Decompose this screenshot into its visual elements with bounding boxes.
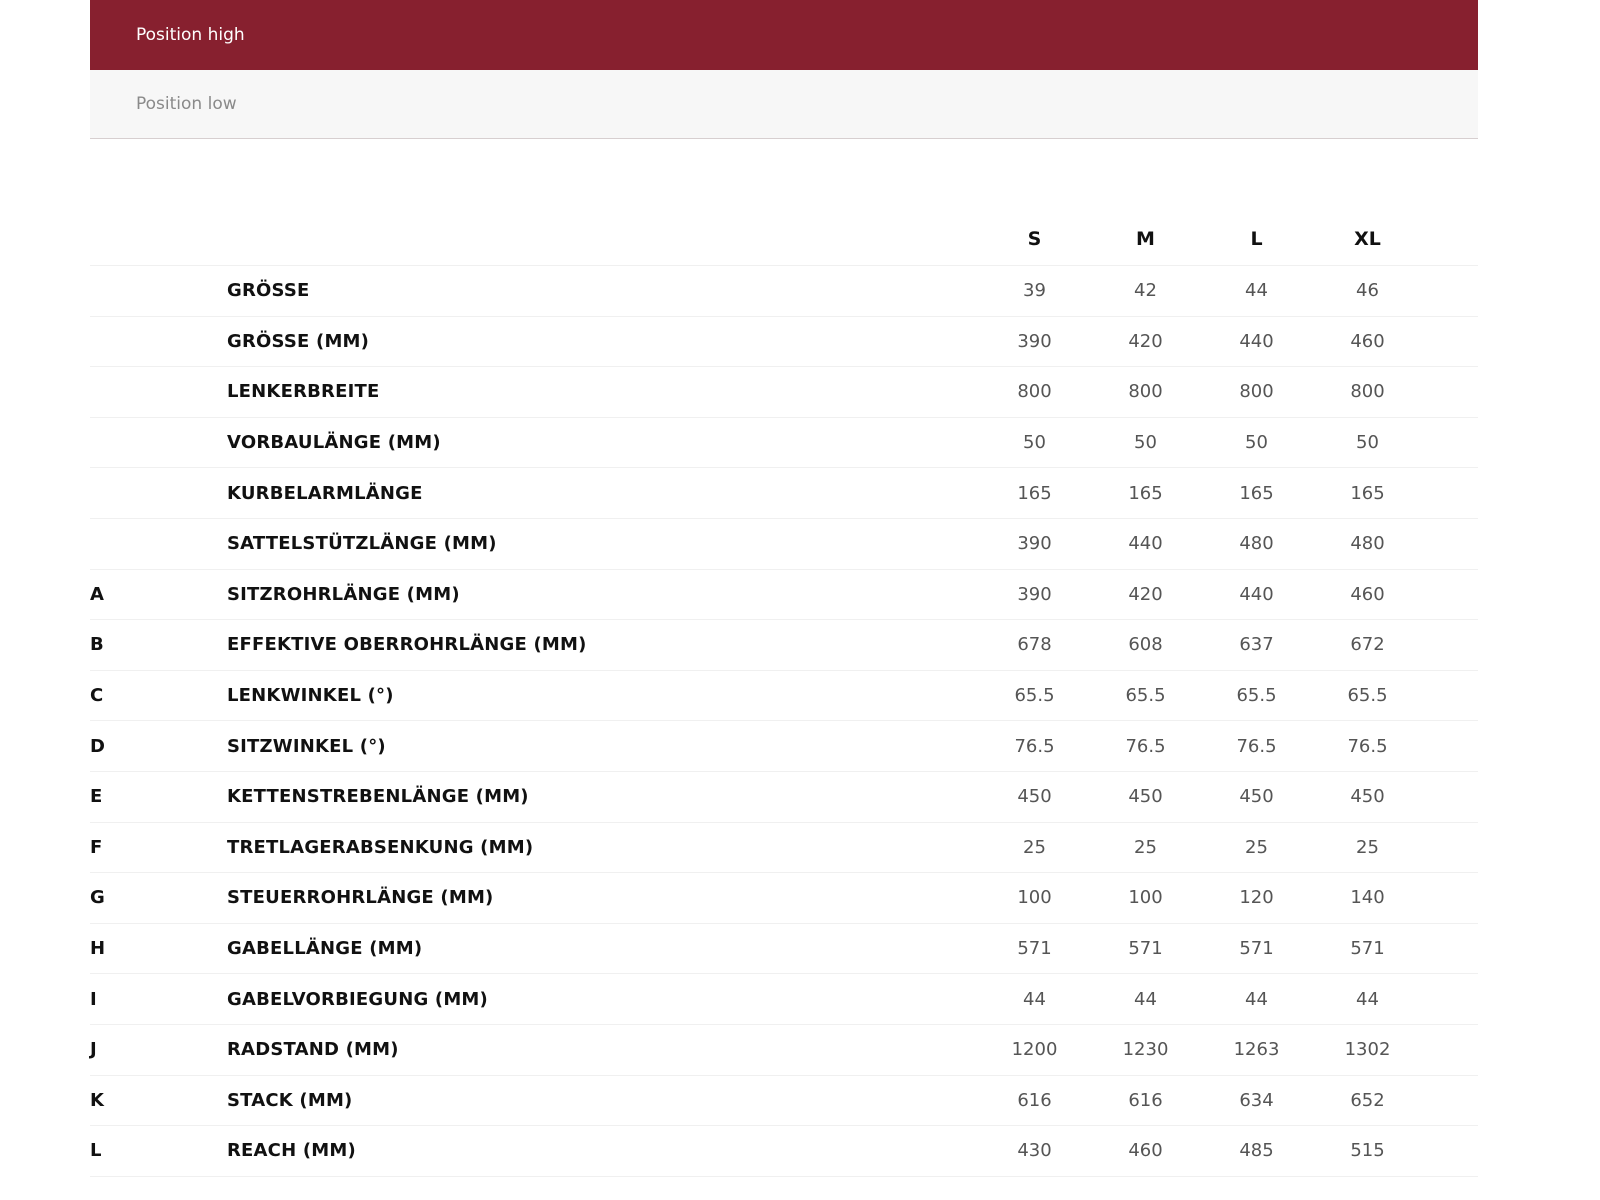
cell-value-l: 165 [1201,468,1312,519]
cell-value-l: 50 [1201,417,1312,468]
table-row [90,721,1478,772]
cell-value-m: 165 [1090,468,1201,519]
column-header-l: L [1201,213,1312,266]
cell-value-s: 616 [979,1075,1090,1126]
spacer [1423,213,1478,266]
cell-value-xl: 450 [1312,771,1423,822]
cell-value-s: 76.5 [979,721,1090,772]
row-letter [90,417,227,468]
row-label: SITZROHRLÄNGE (MM) [227,569,979,620]
cell-value-m: 25 [1090,822,1201,873]
cell-value-s: 25 [979,822,1090,873]
table-row [90,468,1478,519]
cell-value-xl: 672 [1312,620,1423,671]
geometry-table [90,213,1478,1177]
tab-label: Position high [136,25,245,45]
letter-column-header [90,213,227,266]
spacer [1423,417,1478,468]
row-letter [90,468,227,519]
cell-value-m: 76.5 [1090,721,1201,772]
cell-value-xl: 76.5 [1312,721,1423,772]
cell-value-l: 637 [1201,620,1312,671]
row-label: LENKWINKEL (°) [227,670,979,721]
spacer [1423,873,1478,924]
spacer [1423,266,1478,317]
cell-value-xl: 571 [1312,923,1423,974]
cell-value-s: 390 [979,316,1090,367]
cell-value-l: 440 [1201,569,1312,620]
cell-value-xl: 50 [1312,417,1423,468]
tab-position-low[interactable] [90,70,1478,139]
table-row [90,771,1478,822]
spacer [1423,367,1478,418]
cell-value-s: 430 [979,1126,1090,1177]
column-header-s: S [979,213,1090,266]
row-letter: C [90,670,227,721]
cell-value-xl: 1302 [1312,1024,1423,1075]
row-label: EFFEKTIVE OBERROHRLÄNGE (MM) [227,620,979,671]
row-letter: L [90,1126,227,1177]
cell-value-s: 165 [979,468,1090,519]
row-letter: D [90,721,227,772]
table-row [90,367,1478,418]
cell-value-m: 100 [1090,873,1201,924]
cell-value-xl: 44 [1312,974,1423,1025]
cell-value-m: 42 [1090,266,1201,317]
column-header-m: M [1090,213,1201,266]
cell-value-s: 678 [979,620,1090,671]
cell-value-l: 634 [1201,1075,1312,1126]
cell-value-xl: 460 [1312,316,1423,367]
spacer [1423,974,1478,1025]
cell-value-xl: 460 [1312,569,1423,620]
cell-value-l: 571 [1201,923,1312,974]
cell-value-s: 571 [979,923,1090,974]
row-label: STEUERROHRLÄNGE (MM) [227,873,979,924]
table-row [90,1075,1478,1126]
cell-value-s: 800 [979,367,1090,418]
spacer [1423,721,1478,772]
cell-value-s: 390 [979,569,1090,620]
table-row [90,923,1478,974]
cell-value-xl: 140 [1312,873,1423,924]
cell-value-xl: 652 [1312,1075,1423,1126]
row-label: GRÖSSE (MM) [227,316,979,367]
table-row [90,1126,1478,1177]
spacer [1423,923,1478,974]
cell-value-s: 50 [979,417,1090,468]
row-letter: I [90,974,227,1025]
cell-value-m: 608 [1090,620,1201,671]
cell-value-m: 440 [1090,518,1201,569]
cell-value-l: 450 [1201,771,1312,822]
row-label: TRETLAGERABSENKUNG (MM) [227,822,979,873]
tab-position-high[interactable] [90,0,1478,70]
cell-value-m: 616 [1090,1075,1201,1126]
cell-value-l: 485 [1201,1126,1312,1177]
cell-value-l: 76.5 [1201,721,1312,772]
row-label: STACK (MM) [227,1075,979,1126]
table-header-row [90,213,1478,266]
cell-value-xl: 165 [1312,468,1423,519]
table-row [90,873,1478,924]
geometry-panel [90,0,1478,1162]
row-letter: G [90,873,227,924]
spacer [1423,822,1478,873]
row-label: LENKERBREITE [227,367,979,418]
table-row [90,1024,1478,1075]
row-label: GABELVORBIEGUNG (MM) [227,974,979,1025]
cell-value-s: 44 [979,974,1090,1025]
cell-value-s: 390 [979,518,1090,569]
cell-value-l: 44 [1201,974,1312,1025]
spacer [1423,1024,1478,1075]
row-letter: H [90,923,227,974]
cell-value-l: 25 [1201,822,1312,873]
spacer [1423,620,1478,671]
cell-value-m: 420 [1090,316,1201,367]
row-letter: B [90,620,227,671]
table-row [90,417,1478,468]
label-column-header [227,213,979,266]
row-letter [90,266,227,317]
cell-value-m: 450 [1090,771,1201,822]
table-row [90,569,1478,620]
row-label: GRÖSSE [227,266,979,317]
spacer [1423,670,1478,721]
cell-value-m: 460 [1090,1126,1201,1177]
row-label: RADSTAND (MM) [227,1024,979,1075]
cell-value-l: 44 [1201,266,1312,317]
cell-value-m: 44 [1090,974,1201,1025]
row-letter: E [90,771,227,822]
cell-value-xl: 25 [1312,822,1423,873]
row-letter: J [90,1024,227,1075]
cell-value-s: 1200 [979,1024,1090,1075]
cell-value-m: 1230 [1090,1024,1201,1075]
spacer [1423,771,1478,822]
row-label: KURBELARMLÄNGE [227,468,979,519]
table-row [90,670,1478,721]
spacer [1423,518,1478,569]
cell-value-l: 480 [1201,518,1312,569]
cell-value-s: 39 [979,266,1090,317]
row-label: SITZWINKEL (°) [227,721,979,772]
row-letter: K [90,1075,227,1126]
row-label: REACH (MM) [227,1126,979,1177]
tab-label: Position low [136,94,237,114]
cell-value-l: 440 [1201,316,1312,367]
cell-value-m: 50 [1090,417,1201,468]
cell-value-s: 65.5 [979,670,1090,721]
cell-value-l: 65.5 [1201,670,1312,721]
spacer [1423,1126,1478,1177]
cell-value-xl: 800 [1312,367,1423,418]
row-label: KETTENSTREBENLÄNGE (MM) [227,771,979,822]
table-row [90,518,1478,569]
table-row [90,974,1478,1025]
table-row [90,822,1478,873]
row-label: VORBAULÄNGE (MM) [227,417,979,468]
cell-value-l: 120 [1201,873,1312,924]
row-letter [90,316,227,367]
table-row [90,266,1478,317]
cell-value-xl: 65.5 [1312,670,1423,721]
row-letter [90,518,227,569]
table-row [90,620,1478,671]
row-label: GABELLÄNGE (MM) [227,923,979,974]
cell-value-xl: 515 [1312,1126,1423,1177]
row-letter: A [90,569,227,620]
cell-value-xl: 480 [1312,518,1423,569]
spacer [1423,569,1478,620]
spacer [1423,1075,1478,1126]
column-header-xl: XL [1312,213,1423,266]
row-letter: F [90,822,227,873]
table-row [90,316,1478,367]
cell-value-m: 571 [1090,923,1201,974]
row-letter [90,367,227,418]
cell-value-m: 420 [1090,569,1201,620]
cell-value-s: 100 [979,873,1090,924]
cell-value-m: 65.5 [1090,670,1201,721]
cell-value-l: 800 [1201,367,1312,418]
cell-value-l: 1263 [1201,1024,1312,1075]
cell-value-xl: 46 [1312,266,1423,317]
cell-value-s: 450 [979,771,1090,822]
row-label: SATTELSTÜTZLÄNGE (MM) [227,518,979,569]
spacer [1423,468,1478,519]
cell-value-m: 800 [1090,367,1201,418]
spacer [1423,316,1478,367]
